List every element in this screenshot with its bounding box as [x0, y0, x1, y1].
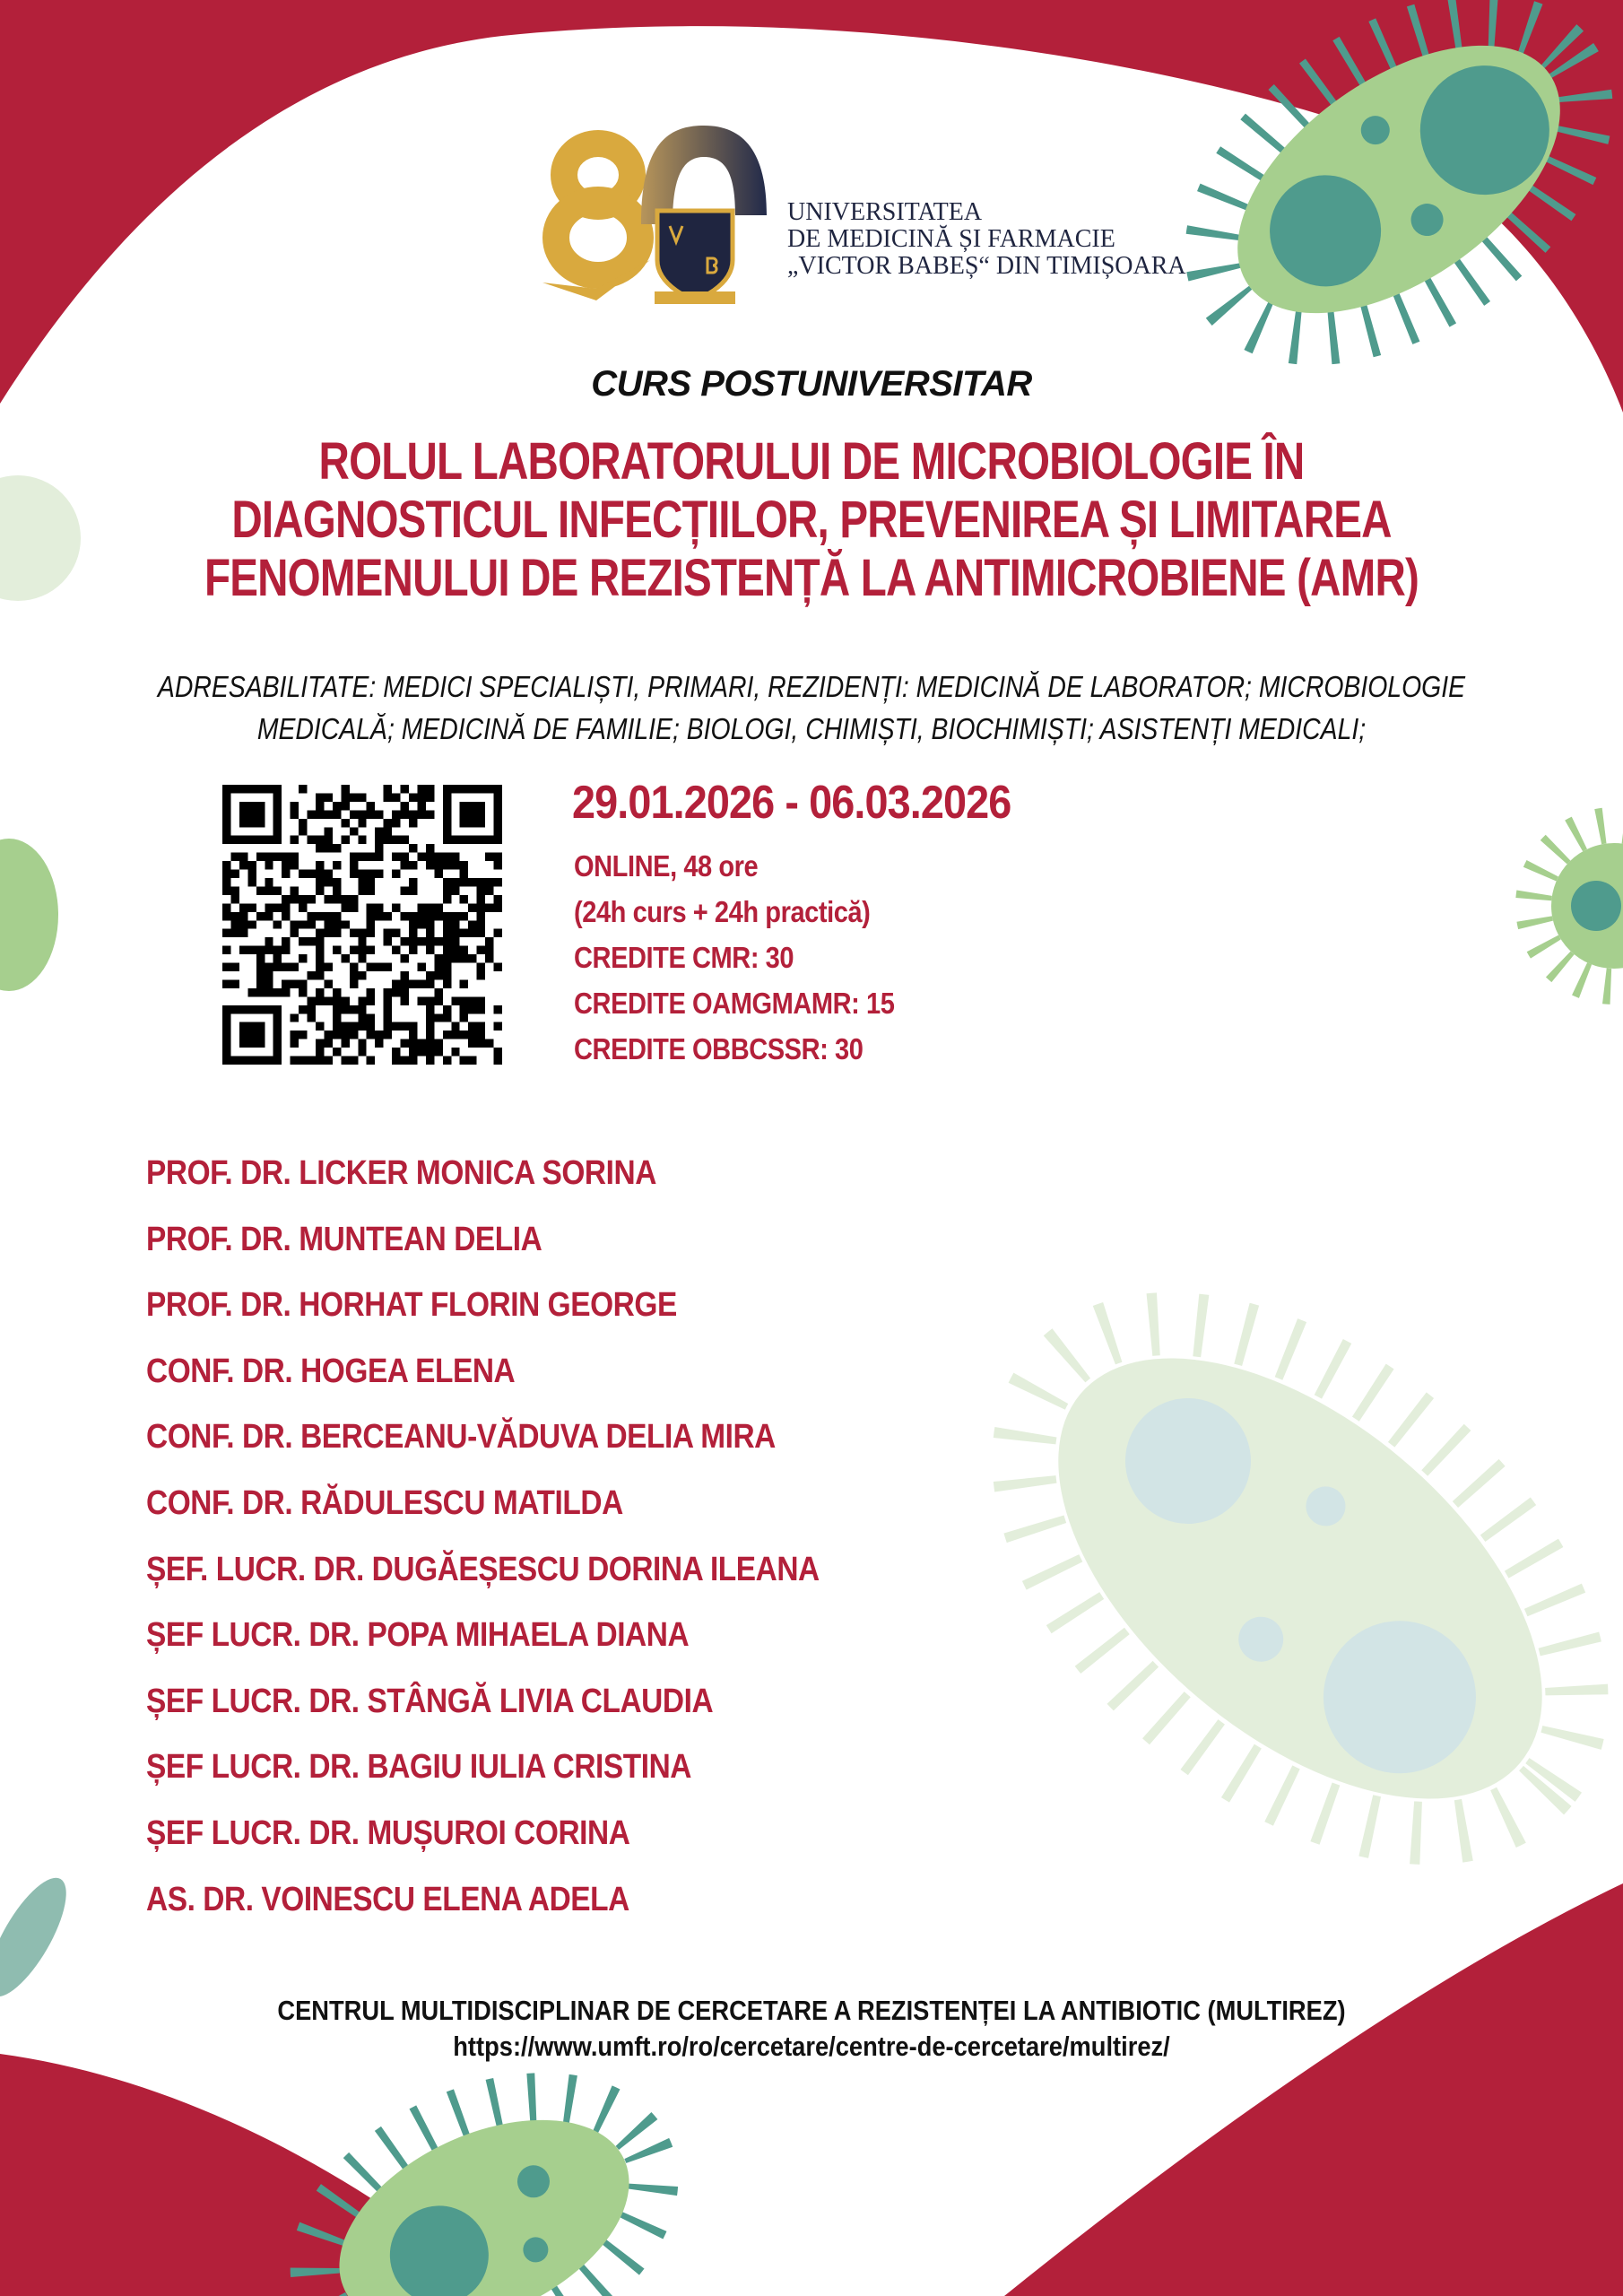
lecturer: ȘEF LUCR. DR. POPA MIHAELA DIANA	[146, 1616, 690, 1655]
hours-breakdown: (24h curs + 24h practică)	[574, 895, 871, 928]
credits-cmr: CREDITE CMR: 30	[574, 941, 794, 974]
footer	[19, 1993, 1605, 2065]
university-name	[787, 199, 1186, 280]
lecturer: PROF. DR. LICKER MONICA SORINA	[146, 1154, 656, 1192]
title-line: FENOMENULUI DE REZISTENȚĂ LA ANTIMICROBIENE (AMR)	[204, 549, 1419, 607]
research-center-link[interactable]: https://www.umft.ro/ro/cercetare/centre-de-cercetare/multirez/	[453, 2031, 1170, 2062]
format-duration: ONLINE, 48 ore	[574, 849, 759, 883]
course-info	[574, 843, 894, 1072]
crest-shield-icon	[657, 211, 733, 300]
qr-modules	[222, 785, 502, 1065]
course-dates: 29.01.2026 - 06.03.2026	[572, 777, 1011, 829]
logo-80-eight	[556, 144, 640, 275]
qr-code[interactable]	[222, 785, 502, 1065]
university-name-line: „VICTOR BABEȘ“ DIN TIMIȘOARA	[787, 252, 1186, 280]
audience	[37, 665, 1587, 750]
credits-obbcssr: CREDITE OBBCSSR: 30	[574, 1032, 864, 1065]
lecturer: AS. DR. VOINESCU ELENA ADELA	[146, 1880, 629, 1918]
lecturer: ȘEF. LUCR. DR. DUGĂEȘESCU DORINA ILEANA	[146, 1550, 820, 1588]
lecturer: CONF. DR. BERCEANU-VĂDUVA DELIA MIRA	[146, 1418, 776, 1457]
lecturer-list	[146, 1141, 820, 1933]
lecturer: PROF. DR. HORHAT FLORIN GEORGE	[146, 1286, 677, 1325]
lecturer: ȘEF LUCR. DR. STÂNGĂ LIVIA CLAUDIA	[146, 1682, 714, 1720]
lecturer: PROF. DR. MUNTEAN DELIA	[146, 1220, 542, 1258]
research-center-name: CENTRUL MULTIDISCIPLINAR DE CERCETARE A REZISTENȚEI LA ANTIBIOTIC (MULTIREZ)	[277, 1995, 1346, 2026]
university-name-line: DE MEDICINĂ ȘI FARMACIE	[787, 225, 1115, 253]
audience-line: ADRESABILITATE: MEDICI SPECIALIȘTI, PRIMARI, REZIDENȚI: MEDICINĂ DE LABORATOR; MICROBIOLOGIE	[157, 670, 1466, 703]
audience-line: MEDICALĂ; MEDICINĂ DE FAMILIE; BIOLOGI, CHIMIȘTI, BIOCHIMIȘTI; ASISTENȚI MEDICALI;	[256, 712, 1367, 745]
title-line: DIAGNOSTICUL INFECȚIILOR, PREVENIREA ȘI LIMITAREA	[231, 491, 1392, 549]
title-line: ROLUL LABORATORULUI DE MICROBIOLOGIE ÎN	[318, 432, 1305, 491]
lecturer: ȘEF LUCR. DR. BAGIU IULIA CRISTINA	[146, 1748, 692, 1787]
crest-motto-ribbon	[655, 291, 735, 304]
lecturer: ȘEF LUCR. DR. MUȘUROI CORINA	[146, 1813, 630, 1852]
university-logo	[542, 126, 785, 305]
university-name-line: UNIVERSITATEA	[787, 198, 983, 226]
lecturer: CONF. DR. HOGEA ELENA	[146, 1352, 516, 1390]
credits-oamgmamr: CREDITE OAMGMAMR: 15	[574, 987, 895, 1020]
course-title	[73, 432, 1550, 607]
course-type: CURS POSTUNIVERSITAR	[591, 364, 1032, 404]
lecturer: CONF. DR. RĂDULESCU MATILDA	[146, 1483, 623, 1522]
